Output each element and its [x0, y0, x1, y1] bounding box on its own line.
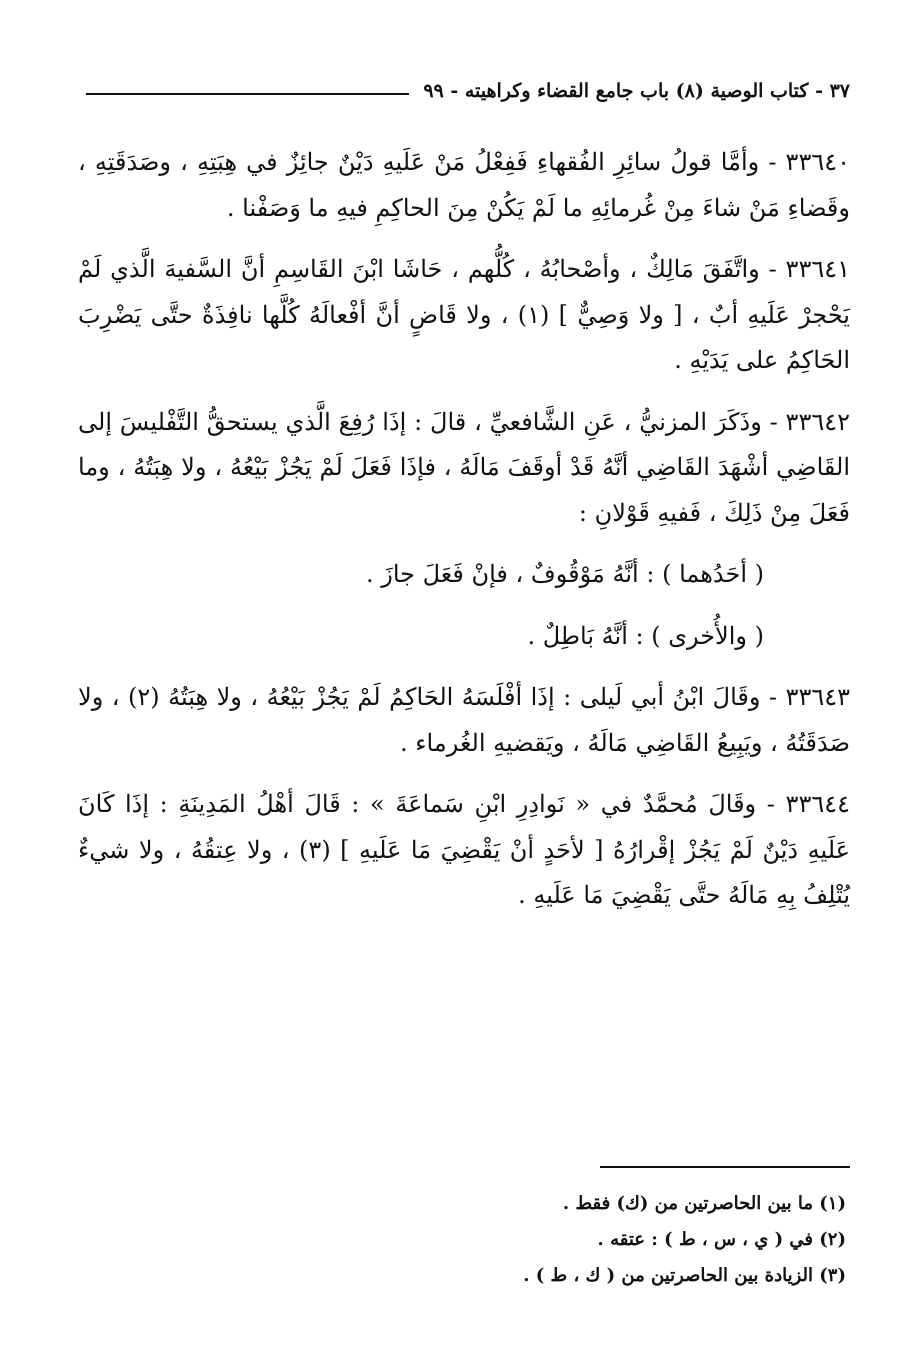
- running-header: [86, 74, 850, 108]
- running-header-text: ٣٧ - كتاب الوصية (٨) باب جامع القضاء وكراهيته - ٩٩: [423, 80, 850, 102]
- footnote-2: (٢) في ( ي ، س ، ط ) : عتقه .: [597, 1229, 846, 1250]
- paragraph-33643: ٣٣٦٤٣ - وقَالَ ابْنُ أبي لَيلى : إذَا أفْلَسَهُ الحَاكِمُ لَمْ يَجُزْ بَيْعُهُ ، ولا هِبَتُهُ (٢) ، ولا صَدَقَتُهُ ، ويَبِيعُ القَاضِي مَالَهُ ، ويَقضيهِ الغُرماء .: [78, 683, 850, 757]
- footnotes: [78, 1186, 846, 1294]
- main-text: [78, 140, 850, 935]
- opinion-first: ( أحَدُهما ) : أنَّهُ مَوْقُوفٌ ، فإنْ فَعَلَ جازَ .: [365, 560, 764, 588]
- paragraph-33641: ٣٣٦٤١ - واتَّفَقَ مَالِكٌ ، وأصْحابُهُ ، كُلُّهم ، حَاشَا ابْنَ القَاسِمِ أنَّ السَّفيهَ الَّذي لَمْ يَحْجرْ عَلَيهِ أبٌ ، [ ولا وَصِيٌّ ] (١) ، ولا قَاضٍ أنَّ أفْعالَهُ كُلَّها نافِذَةٌ حتَّى يَضْرِبَ الحَاكِمُ على يَدَيْهِ .: [78, 255, 850, 374]
- header-rule: [86, 93, 409, 95]
- paragraph-33644: ٣٣٦٤٤ - وقَالَ مُحمَّدٌ في « نَوادِرِ ابْنِ سَماعَةَ » : قَالَ أهْلُ المَدِينَةِ : إذَا كَانَ عَلَيهِ دَيْنٌ لَمْ يَجُزْ إقْرارُهُ [ لأحَدٍ أنْ يَقْضِيَ مَا عَلَيهِ ] (٣) ، ولا عِتقُهُ ، ولا شيءٌ يُتْلِفُ بِهِ مَالَهُ حتَّى يَقْضِيَ مَا عَلَيهِ .: [78, 790, 850, 909]
- footnote-3: (٣) الزيادة بين الحاصرتين من ( ك ، ط ) .: [523, 1265, 846, 1286]
- footnote-rule: [600, 1166, 850, 1168]
- paragraph-33642: ٣٣٦٤٢ - وذَكَرَ المزنيُّ ، عَنِ الشَّافعيِّ ، قالَ : إذَا رُفِعَ الَّذي يستحقُّ التَّفْليسَ إلى القَاضِي أشْهَدَ القَاضِي أنَّهُ قَدْ أوقَفَ مَالَهُ ، فإذَا فَعَلَ لَمْ يَجُزْ بَيْعُهُ ، ولا هِبَتُهُ ، وما فَعَلَ مِنْ ذَلِكَ ، فَفيهِ قَوْلانِ :: [78, 407, 850, 527]
- opinion-second: ( والأُخرى ) : أنَّهُ بَاطِلٌ .: [527, 621, 764, 650]
- paragraph-33640: ٣٣٦٤٠ - وأمَّا قولُ سائِرِ الفُقهاءِ فَفِعْلُ مَنْ عَلَيهِ دَيْنٌ جائِزٌ في هِبَتِهِ ، وصَدَقَتِهِ ، وقَضاءِ مَنْ شاءَ مِنْ غُرمائِهِ ما لَمْ يَكُنْ مِنَ الحاكِمِ فيهِ ما وَصَفْنا .: [78, 148, 850, 222]
- footnote-1: (١) ما بين الحاصرتين من (ك) فقط .: [562, 1193, 846, 1214]
